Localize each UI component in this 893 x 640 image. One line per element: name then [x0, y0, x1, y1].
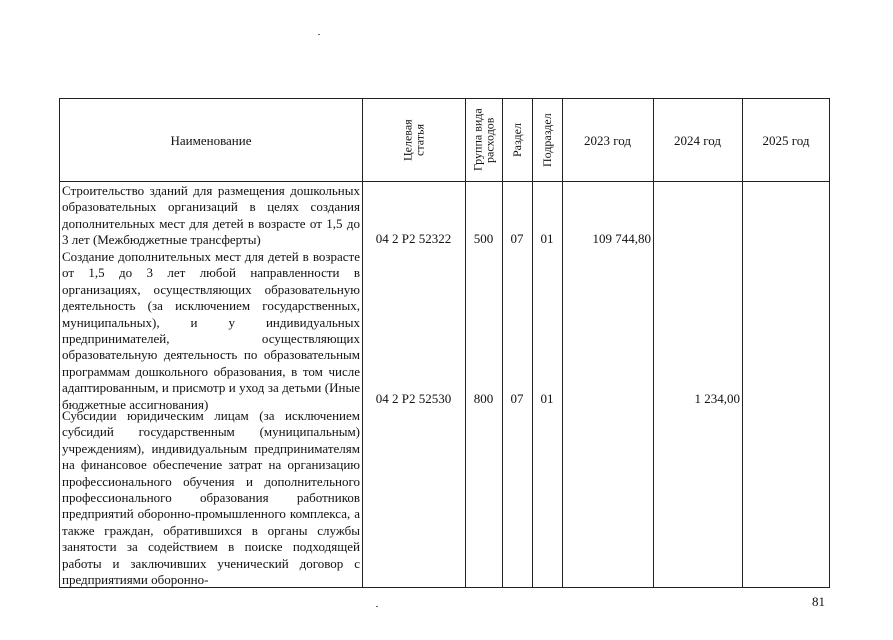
row-2023: 109 744,80: [592, 231, 651, 246]
header-2025: 2025 год: [762, 132, 810, 148]
row-expense-group: 500: [473, 231, 494, 246]
budget-table: [59, 98, 830, 588]
page-number: 81: [812, 594, 825, 609]
row-name: Субсидии юридическим лицам (за исключением субсидий государственным (муниципальным) учреждениям), индивидуальным предпринимателям на финансовое обеспечение затрат на организацию профессионального обучения и дополнительного профессионального образования работников предприятий оборонно-промышленного комплекса, а также граждан, обратившихся в органы службы занятости за содействием в поиске подходящей работы и заключивших ученический договор с предприятиями оборонно-: [62, 408, 360, 588]
row-name: Создание дополнительных мест для детей в возрасте от 1,5 до 3 лет любой направленности в организациях, осуществляющих образовательную деятельность (за исключением государственных, муниципальных), и у индивидуальных предпринимателей, осуществляющих образовательную деятельность по образовательным программам дошкольного образования, в том числе адаптированным, и присмотр и уход за детьми (Иные бюджетные ассигнования): [62, 249, 360, 412]
row-name: Строительство зданий для размещения дошкольных образовательных организаций в целях создания дополнительных мест для детей в возрасте от 1,5 до 3 лет (Межбюджетные трансферты): [62, 183, 360, 248]
scan-speck: [376, 606, 378, 607]
header-name: Наименование: [170, 132, 252, 148]
header-2024: 2024 год: [674, 132, 721, 148]
header-2023: 2023 год: [584, 132, 631, 148]
row-2024: 1 234,00: [694, 391, 740, 406]
header-expense-group: Группа вида расходов: [470, 108, 497, 172]
row-target-article: 04 2 P2 52530: [375, 391, 452, 406]
header-divider: [60, 181, 829, 182]
scan-speck: [318, 34, 320, 35]
row-subsection: 01: [540, 391, 554, 406]
row-expense-group: 800: [473, 391, 494, 406]
header-section: Раздел: [510, 123, 524, 157]
row-section: 07: [510, 391, 524, 406]
row-section: 07: [510, 231, 524, 246]
row-target-article: 04 2 P2 52322: [375, 231, 452, 246]
header-target-article: Целевая статья: [400, 119, 427, 161]
row-subsection: 01: [540, 231, 554, 246]
header-subsection: Подраздел: [540, 113, 554, 167]
